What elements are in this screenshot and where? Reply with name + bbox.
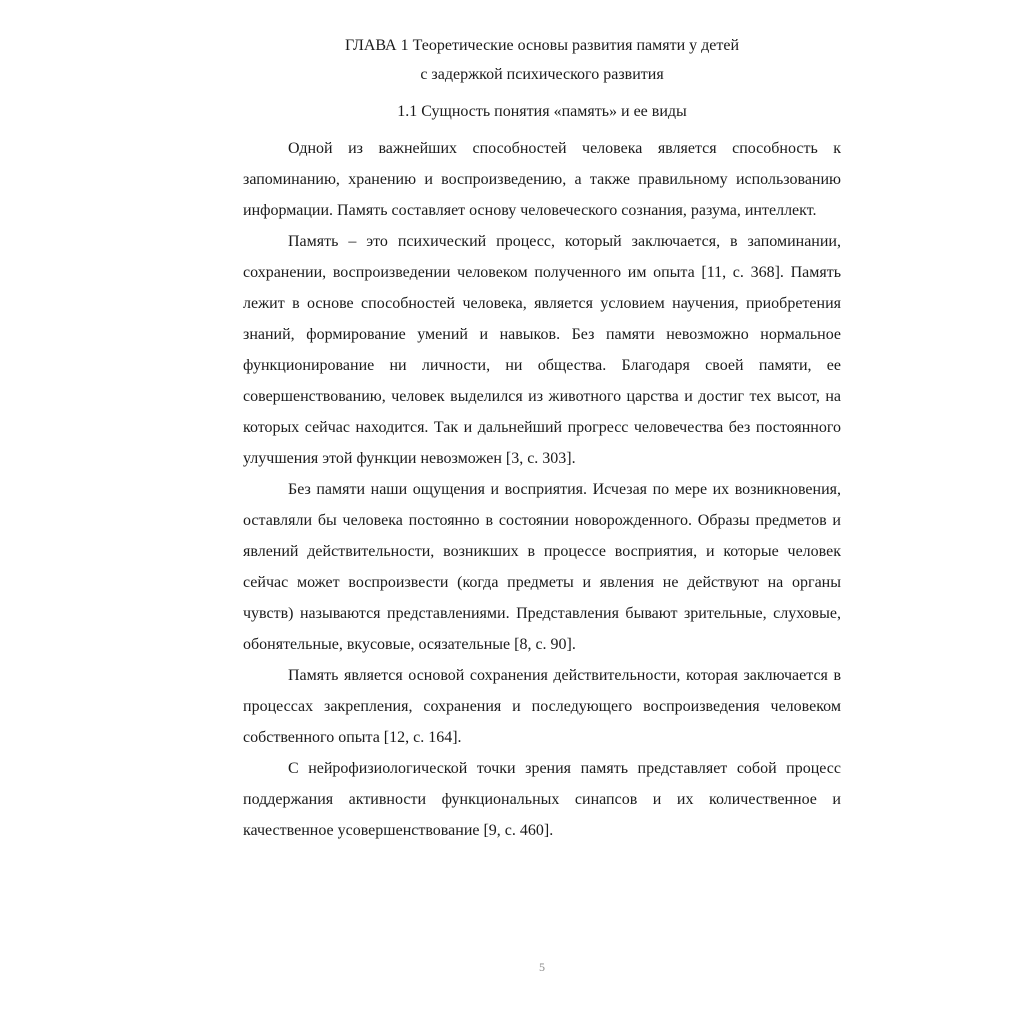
page-number: 5 [539, 960, 545, 974]
chapter-title-line-2: с задержкой психического развития [420, 66, 664, 83]
paragraph-4: Память является основой сохранения действительности, которая заключается в процессах закрепления, сохранения и последующего воспроизведения человеком собственного опыта [12, с. 164]. [243, 667, 841, 746]
page-content [243, 36, 841, 846]
chapter-title-line-1: ГЛАВА 1 Теоретические основы развития памяти у детей [344, 37, 740, 54]
paragraph-5: С нейрофизиологической точки зрения память представляет собой процесс поддержания активности функциональных синапсов и их количественное и качественное усовершенствование [9, с. 460]. [243, 760, 841, 839]
paragraph-3: Без памяти наши ощущения и восприятия. Исчезая по мере их возникновения, оставляли бы человека постоянно в состоянии новорожденного. Образы предметов и явлений действительности, возникших в процессе восприятия, и которые человек сейчас может воспроизвести (когда предметы и явления не действуют на органы чувств) называются представлениями. Представления бывают зрительные, слуховые, обонятельные, вкусовые, осязательные [8, с. 90]. [243, 481, 841, 653]
section-title: 1.1 Сущность понятия «память» и ее виды [397, 103, 687, 120]
paragraph-2: Память – это психический процесс, который заключается, в запоминании, сохранении, воспроизведении человеком полученного им опыта [11, с. 368]. Память лежит в основе способностей человека, является условием научения, приобретения знаний, формирование умений и навыков. Без памяти невозможно нормальное функционирование ни личности, ни общества. Благодаря своей памяти, ее совершенствованию, человек выделился из животного царства и достиг тех высот, на которых сейчас находится. Так и дальнейший прогресс человечества без постоянного улучшения этой функции невозможен [3, с. 303]. [243, 233, 841, 467]
paragraph-1: Одной из важнейших способностей человека является способность к запоминанию, хранению и воспроизведению, а также правильному использованию информации. Память составляет основу человеческого сознания, разума, интеллект. [243, 140, 841, 219]
